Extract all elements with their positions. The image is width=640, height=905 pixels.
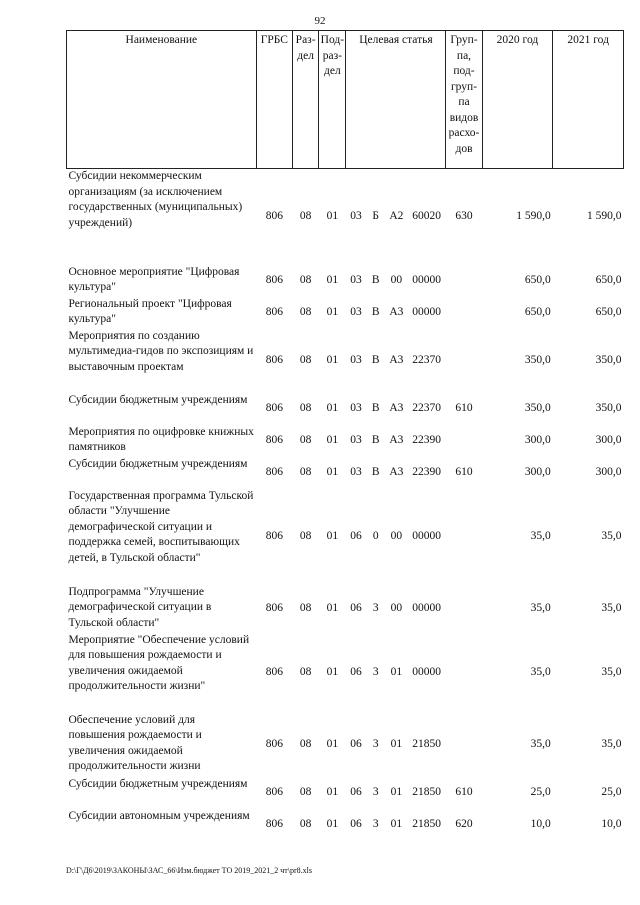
cell-podrazdel: 01 <box>326 785 339 798</box>
cell-amount-2021: 350,0 <box>595 353 622 366</box>
cell-target-subprogram: 3 <box>372 737 379 750</box>
header-razdel: Раз- дел <box>293 31 319 169</box>
cell-razdel: 08 <box>299 273 312 286</box>
table-row <box>67 457 624 489</box>
cell-amount-2021: 300,0 <box>595 433 622 446</box>
cell-amount-2021: 650,0 <box>595 305 622 318</box>
cell-amount-2020: 35,0 <box>530 601 551 614</box>
cell-amount-2020: 650,0 <box>524 273 551 286</box>
cell-podrazdel: 01 <box>326 401 339 414</box>
cell-target-subprogram: 3 <box>372 665 379 678</box>
cell-target-event: 01 <box>390 665 403 678</box>
header-year-2020: 2020 год <box>482 31 553 169</box>
cell-amount-2021: 10,0 <box>601 817 622 830</box>
cell-amount-2021: 35,0 <box>601 665 622 678</box>
cell-podrazdel: 01 <box>326 353 339 366</box>
cell-target-subprogram: В <box>371 401 380 414</box>
cell-amount-2020: 350,0 <box>524 401 551 414</box>
cell-target-direction: 22390 <box>412 433 442 446</box>
cell-target-program: 06 <box>350 785 362 798</box>
cell-name: Субсидии некоммерческим организациям (за исключением государственных (муниципальных) учреждений) <box>68 170 243 229</box>
cell-target-direction: 21850 <box>412 785 442 798</box>
cell-target-program: 03 <box>350 401 362 414</box>
header-target-article: Целевая статья <box>346 31 446 169</box>
cell-target-event: А3 <box>389 433 404 446</box>
cell-razdel: 08 <box>299 401 312 414</box>
cell-target-program: 06 <box>350 665 362 678</box>
cell-target-event: 01 <box>390 737 403 750</box>
cell-name: Субсидии автономным учреждениям <box>68 809 250 822</box>
cell-expense-group <box>446 265 482 297</box>
table-row <box>67 489 624 585</box>
cell-podrazdel: 01 <box>326 273 339 286</box>
cell-amount-2021: 35,0 <box>601 737 622 750</box>
cell-name: Субсидии бюджетным учреждениям <box>68 457 248 470</box>
table-row <box>67 297 624 329</box>
cell-target-program: 03 <box>350 433 362 446</box>
budget-table <box>66 30 624 841</box>
cell-name: Обеспечение условий для повышения рождаемости и увеличения ожидаемой продолжительности жизни <box>68 713 202 773</box>
cell-razdel: 08 <box>299 433 312 446</box>
cell-podrazdel: 01 <box>326 817 339 830</box>
header-name: Наименование <box>67 31 257 169</box>
cell-razdel: 08 <box>299 817 312 830</box>
cell-target-event: А3 <box>389 465 404 478</box>
cell-razdel: 08 <box>299 785 312 798</box>
cell-target-program: 06 <box>350 529 362 542</box>
cell-target-direction: 22370 <box>412 353 442 366</box>
cell-target-program: 06 <box>350 737 362 750</box>
table-row <box>67 585 624 633</box>
cell-target-direction: 21850 <box>412 737 442 750</box>
cell-grbs: 806 <box>265 665 283 678</box>
cell-grbs: 806 <box>265 305 283 318</box>
cell-grbs: 806 <box>265 465 283 478</box>
cell-target-program: 03 <box>350 353 362 366</box>
cell-podrazdel: 01 <box>326 601 339 614</box>
cell-name: Региональный проект "Цифровая культура" <box>68 297 232 326</box>
cell-name: Субсидии бюджетным учреждениям <box>68 393 248 406</box>
cell-target-program: 03 <box>350 209 362 222</box>
cell-razdel: 08 <box>299 465 312 478</box>
table-row <box>67 713 624 777</box>
cell-podrazdel: 01 <box>326 209 339 222</box>
cell-podrazdel: 01 <box>326 465 339 478</box>
cell-target-direction: 21850 <box>412 817 442 830</box>
cell-grbs: 806 <box>265 737 283 750</box>
cell-expense-group: 610 <box>455 401 473 414</box>
cell-target-event: 01 <box>390 785 403 798</box>
cell-target-program: 06 <box>350 601 362 614</box>
cell-target-subprogram: 3 <box>372 601 379 614</box>
cell-grbs: 806 <box>265 353 283 366</box>
cell-expense-group <box>446 633 482 713</box>
cell-target-event: 00 <box>390 529 403 542</box>
cell-target-event: 00 <box>390 273 403 286</box>
cell-grbs: 806 <box>265 785 283 798</box>
cell-target-program: 03 <box>350 465 362 478</box>
cell-target-event: А3 <box>389 353 404 366</box>
header-grbs: ГРБС <box>256 31 292 169</box>
cell-target-event: А3 <box>389 401 404 414</box>
cell-name: Мероприятия по созданию мультимедиа-гидов по экспозициям и выставочным проектам <box>68 329 254 373</box>
cell-amount-2020: 10,0 <box>530 817 551 830</box>
cell-razdel: 08 <box>299 601 312 614</box>
cell-razdel: 08 <box>299 737 312 750</box>
cell-target-subprogram: В <box>371 465 380 478</box>
cell-target-subprogram: Б <box>372 209 380 222</box>
cell-expense-group <box>446 329 482 393</box>
cell-target-direction: 00000 <box>412 529 442 542</box>
cell-grbs: 806 <box>265 401 283 414</box>
cell-razdel: 08 <box>299 665 312 678</box>
cell-amount-2021: 300,0 <box>595 465 622 478</box>
cell-amount-2020: 300,0 <box>524 465 551 478</box>
cell-name: Мероприятия по оцифровке книжных памятников <box>68 425 254 454</box>
cell-grbs: 806 <box>265 209 283 222</box>
table-row <box>67 265 624 297</box>
cell-amount-2020: 25,0 <box>530 785 551 798</box>
table-row <box>67 809 624 841</box>
cell-target-direction: 00000 <box>412 601 442 614</box>
cell-razdel: 08 <box>299 305 312 318</box>
cell-name: Государственная программа Тульской области "Улучшение демографической ситуации и поддержка семей, воспитывающих детей, в Тульской области" <box>68 489 254 564</box>
cell-target-subprogram: В <box>371 305 380 318</box>
cell-target-subprogram: В <box>371 273 380 286</box>
cell-amount-2021: 25,0 <box>601 785 622 798</box>
cell-name: Подпрограмма "Улучшение демографической ситуации в Тульской области" <box>68 585 212 629</box>
cell-expense-group: 610 <box>455 465 473 478</box>
cell-podrazdel: 01 <box>326 737 339 750</box>
cell-amount-2021: 650,0 <box>595 273 622 286</box>
cell-expense-group <box>446 489 482 585</box>
cell-target-subprogram: 3 <box>372 817 379 830</box>
cell-amount-2021: 35,0 <box>601 601 622 614</box>
cell-expense-group: 610 <box>455 785 473 798</box>
cell-amount-2020: 1 590,0 <box>516 209 551 222</box>
header-expense-group: Груп- па, под- груп- па видов расхо- дов <box>446 31 482 169</box>
cell-amount-2021: 1 590,0 <box>587 209 622 222</box>
cell-grbs: 806 <box>265 273 283 286</box>
footer-file-path: D:\Г\Д6\2019\ЗАКОНЫ\ЗАС_66\Изм.бюджет ТО 2019_2021_2 чт\pr8.xls <box>66 866 312 875</box>
cell-grbs: 806 <box>265 529 283 542</box>
cell-grbs: 806 <box>265 433 283 446</box>
cell-name: Мероприятие "Обеспечение условий для повышения рождаемости и увеличения ожидаемой продолжительности жизни" <box>68 633 250 693</box>
cell-expense-group <box>446 585 482 633</box>
cell-target-program: 03 <box>350 273 362 286</box>
cell-target-direction: 60020 <box>412 209 442 222</box>
cell-expense-group <box>446 713 482 777</box>
header-podrazdel: Под- раз- дел <box>319 31 346 169</box>
cell-amount-2020: 35,0 <box>530 737 551 750</box>
header-year-2021: 2021 год <box>553 31 624 169</box>
cell-amount-2020: 650,0 <box>524 305 551 318</box>
cell-expense-group: 620 <box>455 817 473 830</box>
cell-amount-2020: 350,0 <box>524 353 551 366</box>
cell-target-subprogram: 0 <box>372 529 379 542</box>
cell-target-event: А3 <box>389 305 404 318</box>
cell-target-program: 03 <box>350 305 362 318</box>
cell-amount-2020: 300,0 <box>524 433 551 446</box>
cell-target-direction: 00000 <box>412 305 442 318</box>
cell-amount-2020: 35,0 <box>530 529 551 542</box>
table-row <box>67 425 624 457</box>
cell-target-event: 00 <box>390 601 403 614</box>
table-row <box>67 169 624 265</box>
cell-podrazdel: 01 <box>326 305 339 318</box>
cell-razdel: 08 <box>299 529 312 542</box>
cell-target-program: 06 <box>350 817 362 830</box>
table-row <box>67 633 624 713</box>
cell-target-direction: 22370 <box>412 401 442 414</box>
cell-podrazdel: 01 <box>326 529 339 542</box>
cell-razdel: 08 <box>299 209 312 222</box>
cell-expense-group: 630 <box>455 209 473 222</box>
page-number: 92 <box>314 15 326 27</box>
cell-target-event: А2 <box>389 209 404 222</box>
cell-amount-2021: 350,0 <box>595 401 622 414</box>
cell-amount-2021: 35,0 <box>601 529 622 542</box>
cell-expense-group <box>446 297 482 329</box>
cell-grbs: 806 <box>265 817 283 830</box>
table-row <box>67 393 624 425</box>
cell-podrazdel: 01 <box>326 433 339 446</box>
cell-target-subprogram: В <box>371 353 380 366</box>
cell-target-subprogram: В <box>371 433 380 446</box>
cell-target-direction: 00000 <box>412 273 442 286</box>
cell-razdel: 08 <box>299 353 312 366</box>
cell-target-event: 01 <box>390 817 403 830</box>
cell-target-direction: 00000 <box>412 665 442 678</box>
cell-target-direction: 22390 <box>412 465 442 478</box>
cell-name: Основное мероприятие "Цифровая культура" <box>68 265 240 294</box>
cell-name: Субсидии бюджетным учреждениям <box>68 777 248 790</box>
table-row <box>67 329 624 393</box>
cell-target-subprogram: 3 <box>372 785 379 798</box>
cell-podrazdel: 01 <box>326 665 339 678</box>
cell-expense-group <box>446 425 482 457</box>
table-row <box>67 777 624 809</box>
cell-amount-2020: 35,0 <box>530 665 551 678</box>
table-body <box>67 169 624 841</box>
cell-grbs: 806 <box>265 601 283 614</box>
table-header-row <box>67 31 624 169</box>
